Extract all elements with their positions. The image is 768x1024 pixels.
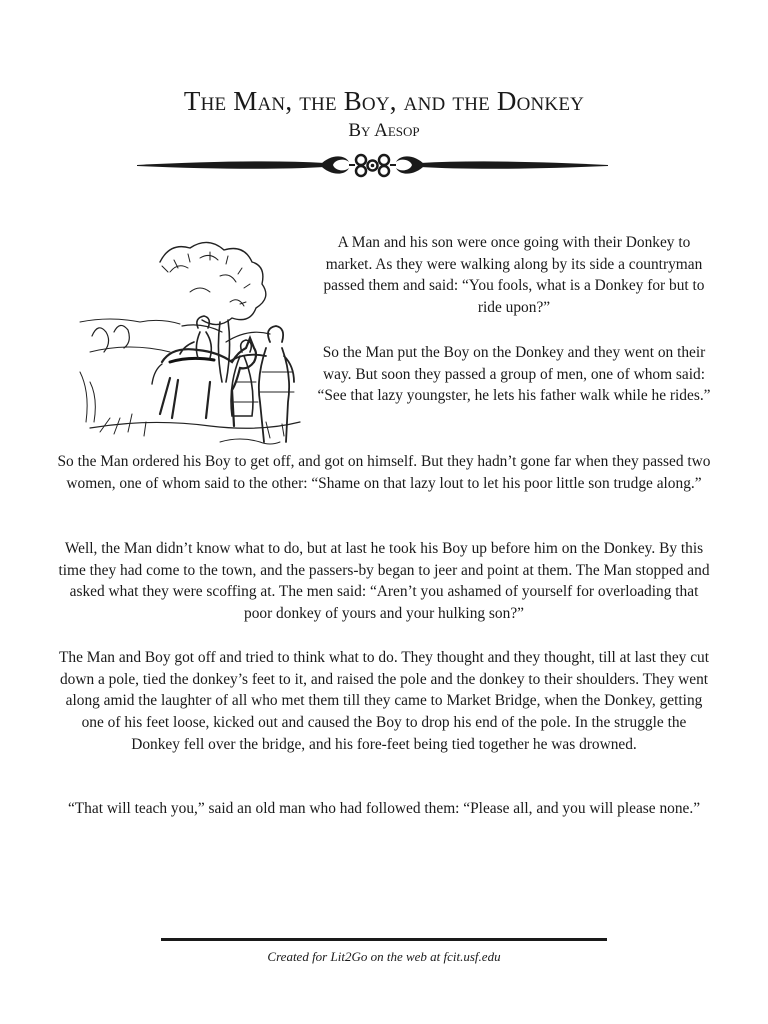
author-byline: By Aesop	[348, 120, 420, 141]
story-moral: “That will teach you,” said an old man who had followed them: “Please all, and you will please none.”	[67, 800, 701, 817]
donkey-illustration-icon	[70, 232, 316, 450]
story-paragraph: A Man and his son were once going with their Donkey to market. As they were walking along by its side a countryman passed them and said: “You fools, what is a Donkey for but to ride upon?”	[323, 234, 705, 317]
page-title: The Man, the Boy, and the Donkey	[183, 86, 585, 116]
footer-credit: Created for Lit2Go on the web at fcit.usf.edu	[267, 949, 501, 964]
footer-divider	[161, 938, 607, 941]
story-paragraph: So the Man put the Boy on the Donkey and they went on their way. But soon they passed a group of men, one of whom said: “See that lazy youngster, he lets his father walk while he rides.”	[317, 344, 711, 405]
story-paragraph: The Man and Boy got off and tried to think what to do. They thought and they thought, till at last they cut down a pole, tied the donkey’s feet to it, and raised the pole and the donkey to their shoulders. They went along amid the laughter of all who met them till they came to Market Bridge, when the Donkey, getting one of his feet loose, kicked out and caused the Boy to drop his end of the pole. In the struggle the Donkey fell over the bridge, and his fore-feet being tied together he was drowned.	[58, 649, 709, 753]
story-paragraph: So the Man ordered his Boy to get off, and got on himself. But they hadn’t gone far when they passed two women, one of whom said to the other: “Shame on that lazy lout to let his poor little son trudge along.”	[57, 453, 711, 492]
ornament-divider-icon	[135, 150, 610, 182]
story-paragraph: Well, the Man didn’t know what to do, but at last he took his Boy up before him on the Donkey. By this time they had come to the town, and the passers-by began to jeer and point at them. The Man stopped and asked what they were scoffing at. The men said: “Aren’t you ashamed of yourself for overloading that poor donkey of yours and your hulking son?”	[58, 540, 710, 623]
